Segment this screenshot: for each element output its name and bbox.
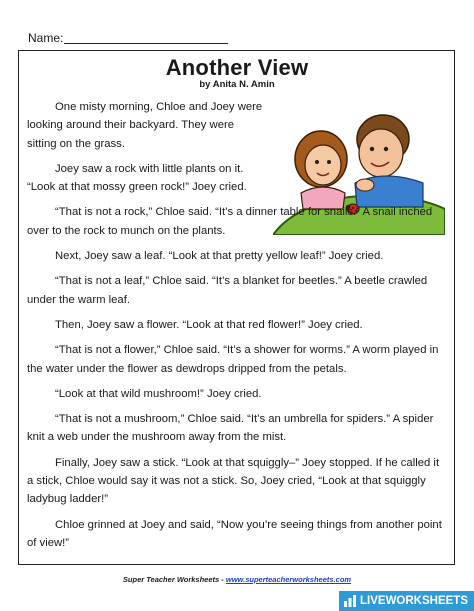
footer-brand: Super Teacher Worksheets [122, 575, 220, 584]
liveworksheets-badge[interactable] [339, 591, 474, 611]
name-line [64, 43, 228, 44]
story-paragraph: “That is not a mushroom,” Chloe said. “It’s an umbrella for spiders.” A spider knit a web under the mushroom away from the mist. [27, 413, 434, 444]
story-paragraph: Joey saw a rock with little plants on it. “Look at that mossy green rock!” Joey cried. [27, 162, 247, 194]
story-paragraph: One misty morning, Chloe and Joey were looking around their backyard. They were sitting on the grass. [27, 101, 263, 150]
story-paragraph: “Look at that wild mushroom!” Joey cried. [55, 387, 262, 400]
footer-separator: - [221, 575, 224, 584]
liveworksheets-label: LIVEWORKSHEETS [360, 595, 468, 607]
footer [0, 575, 474, 584]
story-paragraph: Then, Joey saw a flower. “Look at that red flower!” Joey cried. [55, 318, 363, 331]
story-paragraph: Next, Joey saw a leaf. “Look at that pretty yellow leaf!” Joey cried. [55, 250, 384, 263]
story-paragraph: Chloe grinned at Joey and said, “Now you’re seeing things from another point of view!” [27, 518, 442, 549]
story-body [27, 98, 447, 559]
story-paragraph: Finally, Joey saw a stick. “Look at that squiggly–” Joey stopped. If he called it a stick, Chloe would say it was not a stick. So, Joey cried, “Look at that squiggly ladybug ladder!” [27, 456, 440, 506]
story-byline: by Anita N. Amin [199, 79, 275, 90]
story-title: Another View [165, 55, 309, 80]
liveworksheets-logo-icon [344, 595, 356, 607]
name-label: Name: [28, 31, 64, 45]
story-paragraph: “That is not a leaf,” Chloe said. “It’s a blanket for beetles.” A beetle crawled under the warm leaf. [27, 275, 428, 306]
footer-url-link[interactable]: www.superteacherworksheets.com [225, 575, 352, 584]
story-paragraph: “That is not a rock,” Chloe said. “It’s a dinner table for snails.” A snail inched over to the rock to munch on the plants. [27, 206, 433, 237]
story-paragraph: “That is not a flower,” Chloe said. “It’s a shower for worms.” A worm played in the water under the flower as dewdrops dripped from the petals. [27, 344, 439, 375]
